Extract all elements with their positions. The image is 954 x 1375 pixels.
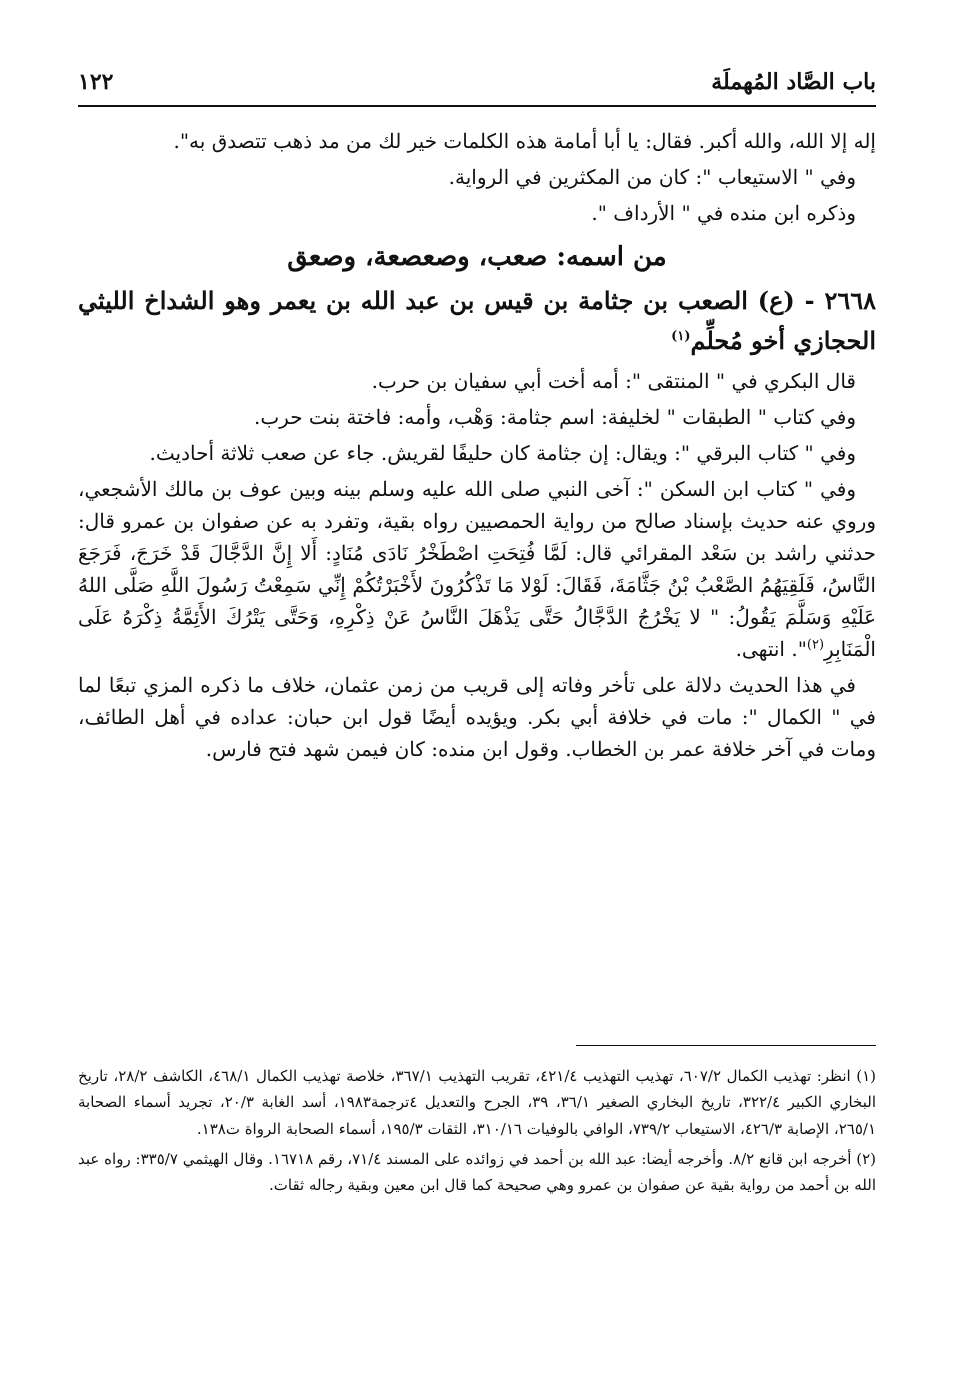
footnote-1: (١) انظر: تهذيب الكمال ٦٠٧/٢، تهذيب التهذيب ٤٢١/٤، تقريب التهذيب ٣٦٧/١، خلاصة تهذيب الكمال ٤٦٨/١، الكاشف ٢٨/٢، تاريخ البخاري الكبير ٣٢٢/٤، تاريخ البخاري الصغير ٣٦/١، ٣٩، الجرح والتعديل ٤ترجمة١٩٨٣، أسد الغابة ٢٠/٣، تجريد أسماء الصحابة ٢٦٥/١، الإصابة ٤٢٦/٣، الاستيعاب ٧٣٩/٢، الوافي بالوفيات ٣١٠/١٦، الثقات ١٩٥/٣، أسماء الصحابة الرواة ت١٣٨. [78, 1067, 877, 1138]
page-number: ١٢٢ [78, 69, 114, 95]
header-rule [78, 105, 876, 107]
paragraph: في هذا الحديث دلالة على تأخر وفاته إلى قريب من زمن عثمان، خلاف ما ذكره المزي تبعًا لما في " الكمال ": مات في خلافة أبي بكر. ويؤيده أيضًا قول ابن حبان: عداده في أهل الطائف، ومات في آخر خلافة عمر بن الخطاب. وقول ابن منده: كان فيمن شهد فتح فارس. [78, 672, 876, 761]
intro-line: إله إلا الله، والله أكبر. فقال: يا أبا أمامة هذه الكلمات خير لك من مد ذهب تتصدق به". [173, 129, 876, 153]
footnote-2: (٢) أخرجه ابن قانع ٨/٢. وأخرجه أيضا: عبد الله بن أحمد في زوائده على المسند ٧١/٤، رقم ١٦٧١٨. وقال الهيثمي ٣٣٥/٧: رواه عبد الله بن أحمد من رواية بقية عن صفوان بن عمرو وهي صحيحة كما قال ابن معين وبقية رجاله ثقات. [78, 1149, 876, 1194]
main-text [78, 125, 876, 769]
footnote-ref-1: (١) [671, 328, 691, 344]
footnote-ref-2: (٢) [806, 636, 825, 652]
intro-line: وذكره ابن منده في " الأرداف ". [591, 201, 856, 225]
hadith-intro: وفي " كتاب ابن السكن ": آخى النبي صلى الله عليه وسلم بينه وبين عوف بن مالك الأشجعي، وروي عنه حديث بإسناد صالح من رواية الحمصيين رواه بقية، وتفرد به عن صفوان بن عمرو قال: حدثني راشد بن سَعْد المقرائي قال: [78, 476, 877, 565]
paragraph-hadith [78, 473, 876, 665]
hadith-text: لَمَّا فُتِحَتِ اصْطَخْرُ نَادَى مُنَادٍ: أَلا إِنَّ الدَّجَّالَ قَدْ خَرَجَ، فَرَجَعَ النَّاسُ، فَلَقِيَهُمُ الصَّعْبُ بْنُ جَثَّامَةَ، فَقَالَ: لَوْلا مَا تَذْكُرُونَ لأَخْبَرْتُكُمْ إِنِّي سَمِعْتُ رَسُولَ اللَّهِ صَلَّى اللهُ عَلَيْهِ وَسَلَّمَ يَقُولُ: " لا يَخْرُجُ الدَّجَّالُ حَتَّى يَذْهَلَ النَّاسُ عَنْ ذِكْرِهِ، وَحَتَّى يَتْرُكَ الأَئِمَّةُ ذِكْرَهُ عَلَى الْمَنَابِرِ [78, 540, 876, 661]
entry-title [78, 281, 876, 360]
running-head [78, 62, 876, 102]
intro-line: وفي " الاستيعاب ": كان من المكثرين في الرواية. [448, 165, 856, 189]
chapter-title: باب الصَّاد المُهملَة [711, 69, 876, 95]
entry-title-text: ٢٦٦٨ - (ع) الصعب بن جثامة بن قيس بن عبد الله بن يعمر وهو الشداخ الليثي الحجازي أخو مُحلِّم [78, 286, 876, 355]
section-heading: من اسمه: صعب، وصعصعة، وصعق [287, 242, 667, 272]
paragraph: قال البكري في " المنتقى ": أمه أخت أبي سفيان بن حرب. [371, 368, 856, 393]
paragraph: وفي " كتاب البرقي ": ويقال: إن جثامة كان حليفًا لقريش. جاء عن صعب ثلاثة أحاديث. [149, 440, 856, 465]
hadith-end: ". انتهى. [735, 636, 807, 661]
paragraph: وفي كتاب " الطبقات " لخليفة: اسم جثامة: وَهْب، وأمه: فاختة بنت حرب. [253, 404, 856, 429]
footnotes [78, 1063, 876, 1202]
footnote-rule [576, 1045, 876, 1046]
